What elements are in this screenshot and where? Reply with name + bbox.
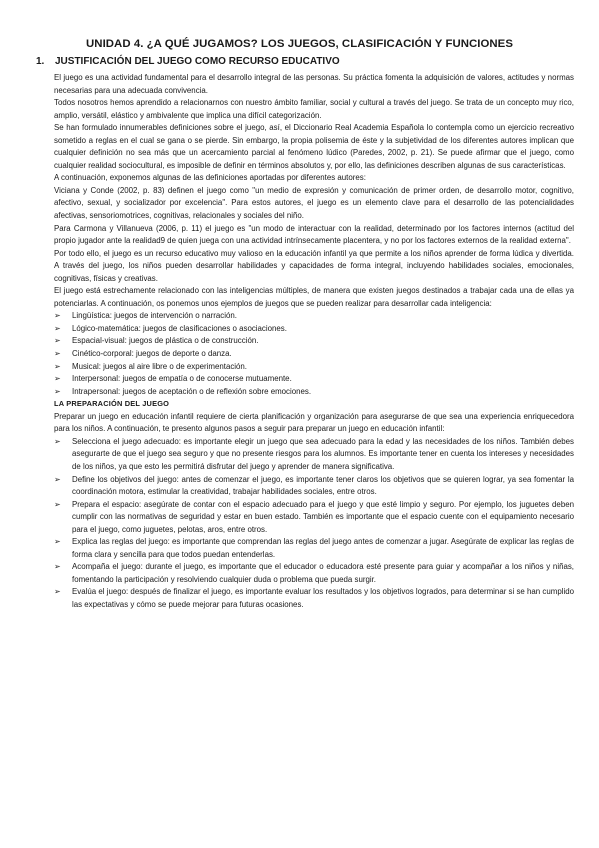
list-item: [54, 310, 574, 323]
list-item-text: Evalúa el juego: después de finalizar el juego, es importante evaluar los resultados y los objetivos logrados, para determinar si se han cumplido las expectativas y cómo se puede mejorar para futuras ocasiones.: [72, 587, 574, 609]
list-item-text: Explica las reglas del juego: es importante que comprendan las reglas del juego antes de comenzar a jugar. Asegúrate de explicar las reglas de forma clara y sencilla para que todos puedan entenderlas.: [72, 537, 574, 559]
section-number: 1.: [36, 56, 45, 67]
list-item: [54, 386, 574, 399]
list-item-text: Lógico-matemática: juegos de clasificaciones o asociaciones.: [72, 323, 287, 333]
paragraph: Para Carmona y Villanueva (2006, p. 11) el juego es "un modo de interactuar con la realidad, determinado por los factores internos (actitud del propio jugador ante la realidad9 de quien juega con una actividad intrínsecamente placentera, y no por los factores externos de la realidad externa".: [54, 223, 574, 246]
list-item: [54, 335, 574, 348]
paragraph: Se han formulado innumerables definiciones sobre el juego, así, el Diccionario Real Academia Española lo contempla como un ejercicio recreativo sometido a reglas en el cual se gana o se pierde. Sin embargo, la propia polisemia de éste y la subjetividad de los diferentes autores implican que cualquier definición no sea más que un acercamiento parcial al fenómeno lúdico (Paredes, 2002, p. 21). Se puede afirmar que el juego, como cualquier realidad sociocultural, es imposible de definir en términos absolutos y, por ello, las definiciones describen algunas de sus características.: [54, 123, 574, 170]
arrow-bullet-icon: ➢: [54, 323, 61, 333]
paragraph: A continuación, exponemos algunas de las definiciones aportadas por diferentes autores:: [54, 173, 366, 183]
intelligences-list: [54, 310, 574, 398]
list-item: [54, 373, 574, 386]
arrow-bullet-icon: ➢: [54, 374, 61, 384]
list-item-text: Espacial-visual: juegos de plástica o de construcción.: [72, 336, 259, 346]
list-item-text: Prepara el espacio: asegúrate de contar con el espacio adecuado para el juego y que esté limpio y seguro. Por ejemplo, los juguetes deben cumplir con las normativas de seguridad y estar en buen estado. También es importante que el espacio cuente con el equipamiento necesario para el juego, como juguetes, pelotas, aros, entre otros.: [72, 499, 574, 534]
section-heading: [36, 56, 340, 67]
paragraph: Todos nosotros hemos aprendido a relacionarnos con nuestro ámbito familiar, social y cultural a través del juego. Se trata de un concepto muy rico, amplio, versátil, elástico y ambivalente que implica una difícil categorización.: [54, 98, 574, 120]
list-item: [54, 348, 574, 361]
list-item: [54, 361, 574, 374]
list-item-text: Acompaña el juego: durante el juego, es importante que el educador o educadora esté presente para guiar y acompañar a los niños y niñas, fomentando la participación y resolviendo cualquier duda o problema que pueda surgir.: [72, 562, 574, 584]
arrow-bullet-icon: ➢: [54, 499, 61, 509]
list-item-text: Lingüística: juegos de intervención o narración.: [72, 311, 237, 321]
arrow-bullet-icon: ➢: [54, 436, 61, 446]
list-item-text: Define los objetivos del juego: antes de comenzar el juego, es importante tener claros los objetivos que se quieren lograr, ya sea fomentar la coordinación motora, estimular la creatividad, trabajar habilidades sociales, entre otros.: [72, 474, 574, 497]
arrow-bullet-icon: ➢: [54, 587, 61, 597]
paragraph: El juego es una actividad fundamental para el desarrollo integral de las personas. Su práctica fomenta la adquisición de valores, actitudes y normas necesarias para una adecuada convivencia.: [54, 73, 574, 95]
arrow-bullet-icon: ➢: [54, 474, 61, 484]
arrow-bullet-icon: ➢: [54, 386, 61, 396]
arrow-bullet-icon: ➢: [54, 349, 61, 359]
arrow-bullet-icon: ➢: [54, 361, 61, 371]
paragraph: Por todo ello, el juego es un recurso educativo muy valioso en la educación infantil ya que permite a los niños aprender de forma lúdica y divertida. A través del juego, los niños pueden desarrollar habilidades y capacidades de forma integral, incluyendo habilidades sociales, emocionales, cognitivas, físicas y creativas.: [54, 248, 574, 283]
paragraph: Viciana y Conde (2002, p. 83) definen el juego como "un medio de expresión y comunicación de primer orden, de desarrollo motor, cognitivo, afectivo, sexual, y socializador por excelencia". Para estos autores, el juego es un elemento clave para el desarrollo de las potencialidades afectivas, sensoriomotrices, cognitivas, relacionales y sociales del niño.: [54, 185, 574, 221]
paragraph: Preparar un juego en educación infantil requiere de cierta planificación y organización para asegurarse de que sea una experiencia enriquecedora para los niños. A continuación, te presento algunos pasos a seguir para preparar un juego en educación infantil:: [54, 411, 574, 434]
arrow-bullet-icon: ➢: [54, 562, 61, 572]
page-title: UNIDAD 4. ¿A QUÉ JUGAMOS? LOS JUEGOS, CLASIFICACIÓN Y FUNCIONES: [86, 38, 513, 50]
list-item: [54, 323, 574, 336]
list-item: [54, 586, 574, 611]
arrow-bullet-icon: ➢: [54, 336, 61, 346]
list-item-text: Selecciona el juego adecuado: es importante elegir un juego que sea adecuado para la edad y las necesidades de los niños. También debes asegurarte de que el juego sea seguro y que no presente riesgos para los alumnos. Es importante tener en cuenta los intereses y necesidades de los niños, ya que esto les permitirá disfrutar del juego y aprender de manera significativa.: [72, 436, 574, 471]
list-item: [54, 561, 574, 586]
arrow-bullet-icon: ➢: [54, 311, 61, 321]
arrow-bullet-icon: ➢: [54, 537, 61, 547]
steps-list: [54, 436, 574, 612]
section-heading-text: JUSTIFICACIÓN DEL JUEGO COMO RECURSO EDUCATIVO: [55, 56, 340, 67]
list-item: [54, 436, 574, 474]
list-item-text: Cinético-corporal: juegos de deporte o danza.: [72, 349, 232, 359]
list-item: [54, 474, 574, 499]
paragraph: El juego está estrechamente relacionado con las inteligencias múltiples, de manera que existen juegos destinados a trabajar cada una de ellas ya potenciarlas. A continuación, os ponemos unos ejemplos de juegos que se pueden realizar para desarrollar cada inteligencia:: [54, 286, 574, 308]
subheading: LA PREPARACIÓN DEL JUEGO: [54, 399, 170, 409]
list-item-text: Interpersonal: juegos de empatía o de conocerse mutuamente.: [72, 374, 292, 384]
list-item-text: Musical: juegos al aire libre o de experimentación.: [72, 361, 248, 371]
document-body: [54, 72, 574, 612]
list-item: [54, 499, 574, 537]
list-item-text: Intrapersonal: juegos de aceptación o de reflexión sobre emociones.: [72, 386, 312, 396]
list-item: [54, 536, 574, 561]
